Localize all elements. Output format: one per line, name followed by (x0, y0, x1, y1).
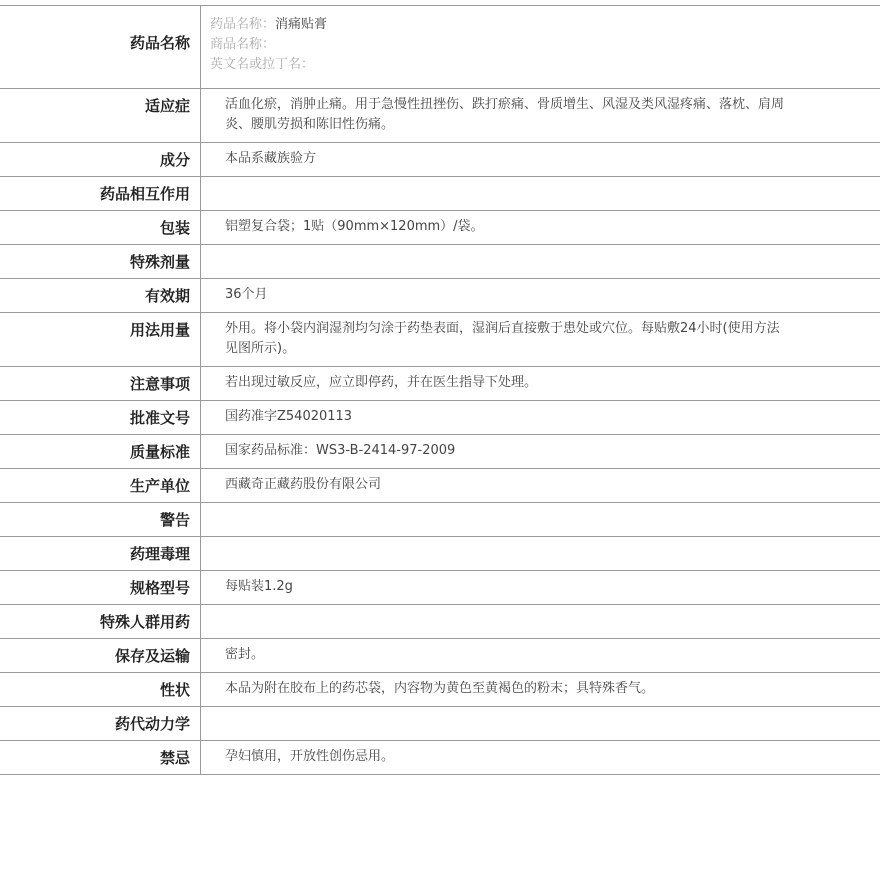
row-label (0, 367, 201, 401)
row-label-text: 药品相互作用 (99, 185, 190, 203)
row-value (201, 673, 880, 707)
row-value-text: 密封。 (225, 647, 265, 662)
row-value (201, 435, 880, 469)
spec-row-14 (0, 605, 880, 639)
row-value-text: 孕妇慎用，开放性创伤忌用。 (225, 749, 395, 764)
row-label (0, 639, 201, 673)
row-label-text: 性状 (159, 681, 190, 699)
spec-row-18 (0, 741, 880, 775)
row-label-text: 注意事项 (129, 375, 190, 393)
row-label-text: 特殊剂量 (129, 253, 190, 271)
row-value (201, 639, 880, 673)
spec-row-10 (0, 469, 880, 503)
row-value (201, 313, 880, 367)
spec-row-17 (0, 707, 880, 741)
row-label (0, 6, 201, 89)
row-value-text: 西藏奇正藏药股份有限公司 (225, 477, 382, 492)
spec-row-8 (0, 401, 880, 435)
row-label-text: 包装 (159, 219, 190, 237)
row-label-text: 成分 (159, 151, 190, 169)
row-value-text: 36个月 (225, 287, 268, 302)
row-label-text: 批准文号 (129, 409, 190, 427)
row-label (0, 605, 201, 639)
row-label (0, 245, 201, 279)
spec-row-13 (0, 571, 880, 605)
row-value (201, 503, 880, 537)
trade-name-line (210, 35, 880, 55)
row-value (201, 741, 880, 775)
row-value (201, 279, 880, 313)
row-label (0, 503, 201, 537)
spec-row-9 (0, 435, 880, 469)
row-label-text: 生产单位 (129, 477, 190, 495)
row-value (201, 401, 880, 435)
row-value (201, 537, 880, 571)
row-value-text: 本品为附在胶布上的药芯袋，内容物为黄色至黄褐色的粉末；具特殊香气。 (225, 681, 655, 696)
row-value-text: 活血化瘀，消肿止痛。用于急慢性扭挫伤、跌打瘀痛、骨质增生、风湿及类风湿疼痛、落枕、肩周炎、腰肌劳损和陈旧性伤痛。 (225, 97, 785, 132)
row-label (0, 143, 201, 177)
row-value-text: 国药准字Z54020113 (225, 409, 353, 424)
row-value (201, 143, 880, 177)
spec-row-3 (0, 211, 880, 245)
row-label (0, 741, 201, 775)
drug-name-label: 药品名称 (129, 34, 190, 52)
row-label (0, 673, 201, 707)
spec-row-6 (0, 313, 880, 367)
row-value (201, 177, 880, 211)
row-label (0, 707, 201, 741)
row-value-text: 外用。将小袋内润湿剂均匀涂于药垫表面，湿润后直接敷于患处或穴位。每贴敷24小时(使用方法见图所示)。 (225, 321, 780, 356)
spec-row-12 (0, 537, 880, 571)
row-value (201, 605, 880, 639)
row-label-text: 适应症 (144, 97, 190, 115)
row-value-text: 国家药品标准：WS3-B-2414-97-2009 (225, 443, 456, 458)
row-label-text: 有效期 (144, 287, 190, 305)
row-label-text: 质量标准 (129, 443, 190, 461)
row-value (201, 367, 880, 401)
row-value (201, 211, 880, 245)
spec-row-4 (0, 245, 880, 279)
spec-row-2 (0, 177, 880, 211)
generic-name-value: 消痛贴膏 (275, 17, 328, 32)
row-label-text: 禁忌 (159, 749, 190, 767)
row-label (0, 211, 201, 245)
row-label-text: 用法用量 (129, 321, 190, 339)
spec-row-5 (0, 279, 880, 313)
row-label-text: 警告 (159, 511, 190, 529)
row-label (0, 435, 201, 469)
row-value-text: 若出现过敏反应，应立即停药，并在医生指导下处理。 (225, 375, 538, 390)
row-label (0, 401, 201, 435)
row-value (201, 571, 880, 605)
spec-row-7 (0, 367, 880, 401)
row-label (0, 469, 201, 503)
row-label-text: 保存及运输 (114, 647, 190, 665)
drug-spec-table (0, 5, 880, 775)
trade-name-key: 商品名称： (210, 37, 276, 52)
row-drug-name (0, 6, 880, 89)
english-name-line (210, 55, 880, 75)
row-label (0, 571, 201, 605)
row-label (0, 177, 201, 211)
drug-spec-table-body (0, 6, 880, 775)
row-label (0, 313, 201, 367)
row-value-text: 本品系藏族验方 (225, 151, 317, 166)
row-label (0, 537, 201, 571)
spec-row-16 (0, 673, 880, 707)
row-label-text: 规格型号 (129, 579, 190, 597)
spec-row-15 (0, 639, 880, 673)
drug-name-cell (201, 6, 880, 89)
row-label-text: 药代动力学 (114, 715, 190, 733)
generic-name-key: 药品名称： (210, 17, 276, 32)
row-value (201, 707, 880, 741)
row-value (201, 89, 880, 143)
row-value-text: 铝塑复合袋；1贴（90mm×120mm）/袋。 (225, 219, 484, 234)
row-label-text: 药理毒理 (129, 545, 190, 563)
spec-row-0 (0, 89, 880, 143)
row-value-text: 每贴装1.2g (225, 579, 293, 594)
row-label (0, 279, 201, 313)
spec-row-1 (0, 143, 880, 177)
generic-name-line (210, 15, 880, 35)
spec-row-11 (0, 503, 880, 537)
row-value (201, 469, 880, 503)
row-value (201, 245, 880, 279)
row-label-text: 特殊人群用药 (99, 613, 190, 631)
english-name-key: 英文名或拉丁名： (210, 57, 315, 72)
row-label (0, 89, 201, 143)
